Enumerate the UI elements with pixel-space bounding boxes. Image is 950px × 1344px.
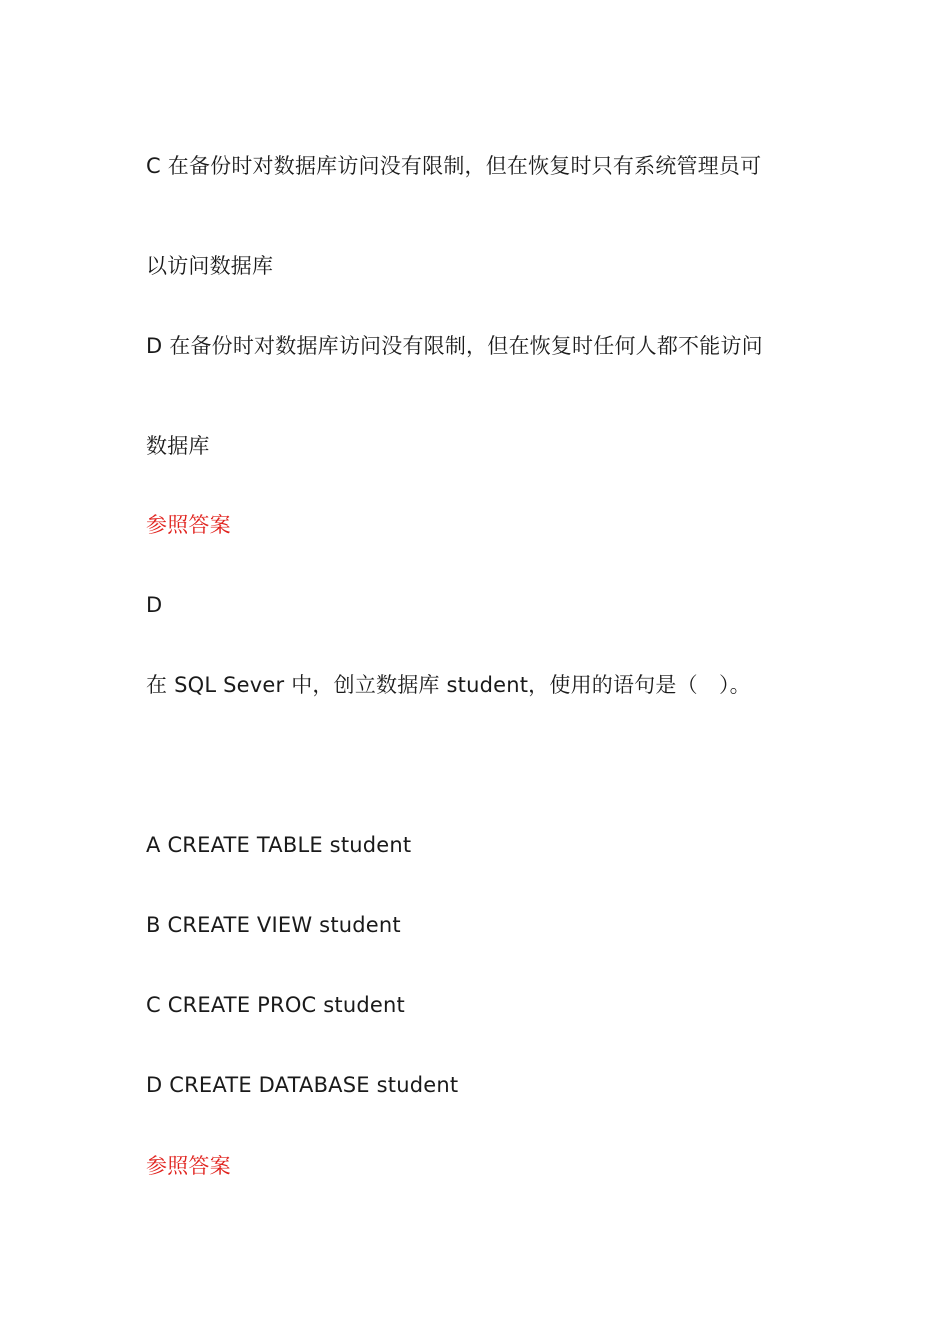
option-d-line-2: 数据库 [146,434,210,458]
option-c: C CREATE PROC student [146,993,405,1017]
option-c-line-1: C 在备份时对数据库访问没有限制，但在恢复时只有系统管理员可 [146,154,762,178]
answer-label: 参照答案 [146,513,231,537]
option-c-line-2: 以访问数据库 [146,254,274,278]
option-a: A CREATE TABLE student [146,833,412,857]
option-d-line-1: D 在备份时对数据库访问没有限制，但在恢复时任何人都不能访问 [146,334,763,358]
question-prompt: 在 SQL Sever 中，创立数据库 student，使用的语句是（ ）。 [146,673,751,697]
answer-value: D [146,593,163,617]
answer-label: 参照答案 [146,1154,231,1178]
option-b: B CREATE VIEW student [146,913,401,937]
option-d: D CREATE DATABASE student [146,1073,459,1097]
